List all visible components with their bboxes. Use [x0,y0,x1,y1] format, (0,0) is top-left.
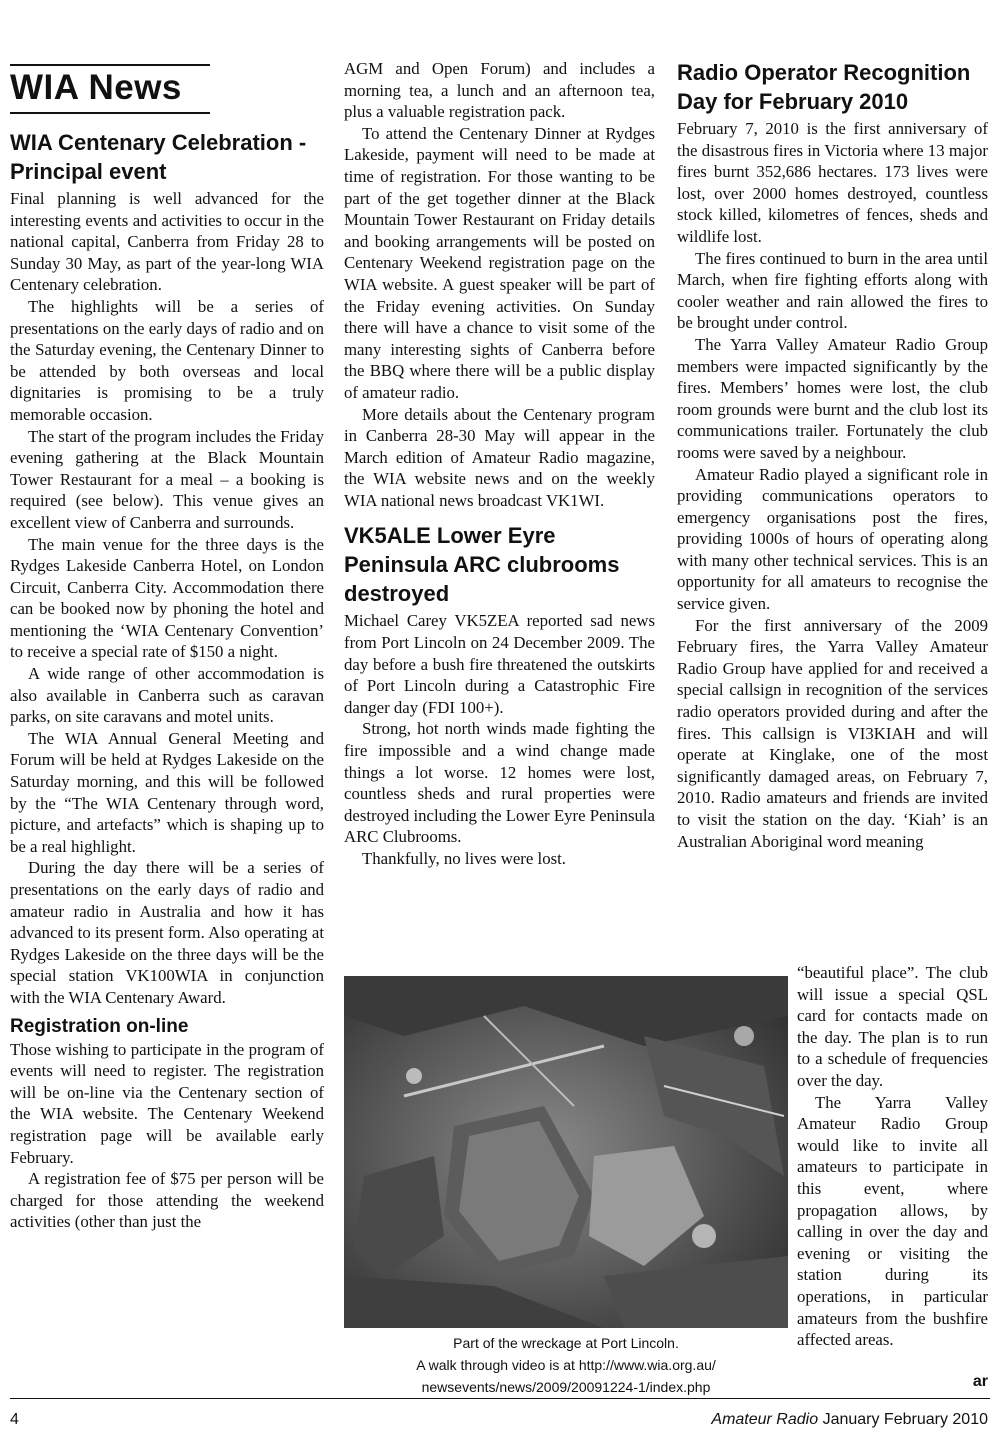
subheading-registration: Registration on-line [10,1015,189,1037]
paragraph: The fires continued to burn in the area until March, when fire fighting efforts along with cooler weather and rain allowed the fires to be brought under control. [677,248,988,333]
paragraph: Final planning is well advanced for the interesting events and activities to occur in the national capital, Canberra from Friday 28 to Sunday 30 May, as part of the year-long WIA Centenary celebration. [10,189,324,295]
caption-line-1: Part of the wreckage at Port Lincoln. [453,1335,679,1351]
paragraph: The highlights will be a series of presentations on the early days of radio and on the Saturday evening, the Centenary Dinner to be attended by both overseas and local dignitaries is promising to be a truly memorable occasion. [10,296,324,424]
paragraph: Amateur Radio played a significant role in providing communications operators to emergency organisations post the fires, providing 1000s of hours of operating along with many other technical services. This is an opportunity for all amateurs to recognise the service given. [677,464,988,614]
footer-issue [711,1411,988,1429]
paragraph: During the day there will be a series of presentations on the early days of radio and amateur radio in Australia and how it has advanced to its present form. Also operating at Rydges Lakeside on the three days will be the special station VK100WIA in conjunction with the WIA Centenary Award. [10,858,324,1007]
paragraph: February 7, 2010 is the first anniversary of the disastrous fires in Victoria where 13 major fires burnt 352,686 hectares. 173 lives were lost, over 2000 homes destroyed, countless stock killed, kilometres of fences, sheds and wildlife lost. [677,119,988,246]
column-3 [677,58,988,852]
caption-line-2: A walk through video is at http://www.wia.org.au/ [416,1357,716,1373]
paragraph: The main venue for the three days is the Rydges Lakeside Canberra Hotel, on London Circuit, Canberra City. Accommodation there can be booked now by phoning the hotel and mentioning the ‘WIA Centenary Convention’ to receive a special rate of $150 a night. [10,534,324,662]
issue-date: January February 2010 [822,1411,988,1428]
article-title-vk5ale: VK5ALE Lower Eyre Peninsula ARC clubrooms destroyed [344,523,620,607]
paragraph: The WIA Annual General Meeting and Forum will be held at Rydges Lakeside on the Saturday morning, and this will be followed by the “The WIA Centenary through word, picture, and artefacts” which is shaping up to be a real highlight. [10,728,324,856]
paragraph: More details about the Centenary program in Canberra 28-30 May will appear in the March edition of Amateur Radio magazine, the WIA website news and on the weekly WIA national news broadcast VK1WI. [344,404,655,510]
article-title-centenary: WIA Centenary Celebration - Principal event [10,130,307,184]
photo-caption [344,1332,788,1398]
page-number: 4 [10,1411,19,1428]
caption-line-3: newsevents/news/2009/20091224-1/index.php [421,1379,711,1395]
wreckage-photo [344,976,788,1328]
article-title-recognition-day: Radio Operator Recognition Day for February 2010 [677,60,971,114]
column-3-float [797,962,988,1351]
masthead-title: WIA News [10,68,182,107]
magazine-name: Amateur Radio [711,1411,819,1428]
column-1 [10,58,324,1233]
paragraph: “beautiful place”. The club will issue a special QSL card for contacts made on the day. The plan is to run to a schedule of frequencies over the day. [797,963,988,1090]
paragraph: A wide range of other accommodation is also available in Canberra such as caravan parks, on site caravans and motel units. [10,664,324,727]
paragraph: For the first anniversary of the 2009 February fires, the Yarra Valley Amateur Radio Group have applied for and received a special callsign in recognition of the services radio operators provided during and after the fires. This callsign is VI3KIAH and will operate at Kinglake, one of the most significantly damaged areas, on February 7, 2010. Radio amateurs and friends are invited to visit the station on the day. ‘Kiah’ is an Australian Aboriginal word meaning [677,615,988,851]
paragraph: To attend the Centenary Dinner at Rydges Lakeside, payment will need to be made at time of registration. For those wanting to be part of the get together dinner at the Black Mountain Tower Restaurant on Friday details and booking arrangements will be posted on Centenary Weekend registration page on the WIA website. A guest speaker will be part of the Friday evening activities. On Sunday there will have a chance to visit some of the many interesting sights of Canberra before the BBQ where there will be a public display of amateur radio. [344,123,655,402]
column-2 [344,58,655,870]
paragraph: Thankfully, no lives were lost. [362,849,566,868]
footer-rule [10,1398,990,1399]
paragraph: The Yarra Valley Amateur Radio Group members were impacted significantly by the fires. Members’ homes were lost, the club room grounds were burnt and the club lost its communications trailer. Fortunately the club rooms were saved by a neighbour. [677,334,988,462]
paragraph: The start of the program includes the Friday evening gathering at the Black Mountain Tower Restaurant for a meal – a booking is required (see below). This venue gives an excellent view of Canberra and surrounds. [10,426,324,532]
photo-figure [344,976,788,1398]
paragraph: Michael Carey VK5ZEA reported sad news from Port Lincoln on 24 December 2009. The day before a bush fire threatened the outskirts of Port Lincoln during a Catastrophic Fire danger day (FDI 100+). [344,611,655,717]
paragraph: The Yarra Valley Amateur Radio Group would like to invite all amateurs to participate in this event, where propagation allows, by calling in over the day and evening or visiting the station during its operations, in particular amateurs from the bushfire affected areas. [797,1092,988,1350]
wreckage-image [344,976,788,1328]
masthead [10,64,210,114]
end-mark: ar [972,1373,988,1390]
paragraph: Those wishing to participate in the program of events will need to register. The registration will be on-line via the Centenary section of the WIA website. The Centenary Weekend registration page will be available early February. [10,1039,324,1167]
paragraph: A registration fee of $75 per person will be charged for those attending the weekend activities (other than just the [10,1169,324,1232]
paragraph: Strong, hot north winds made fighting the fire impossible and a wind change made things a lot worse. 12 homes were lost, countless sheds and rural properties were destroyed including the Lower Eyre Peninsula ARC Clubrooms. [344,719,655,847]
paragraph: AGM and Open Forum) and includes a morning tea, a lunch and an afternoon tea, plus a valuable registration pack. [344,59,655,122]
